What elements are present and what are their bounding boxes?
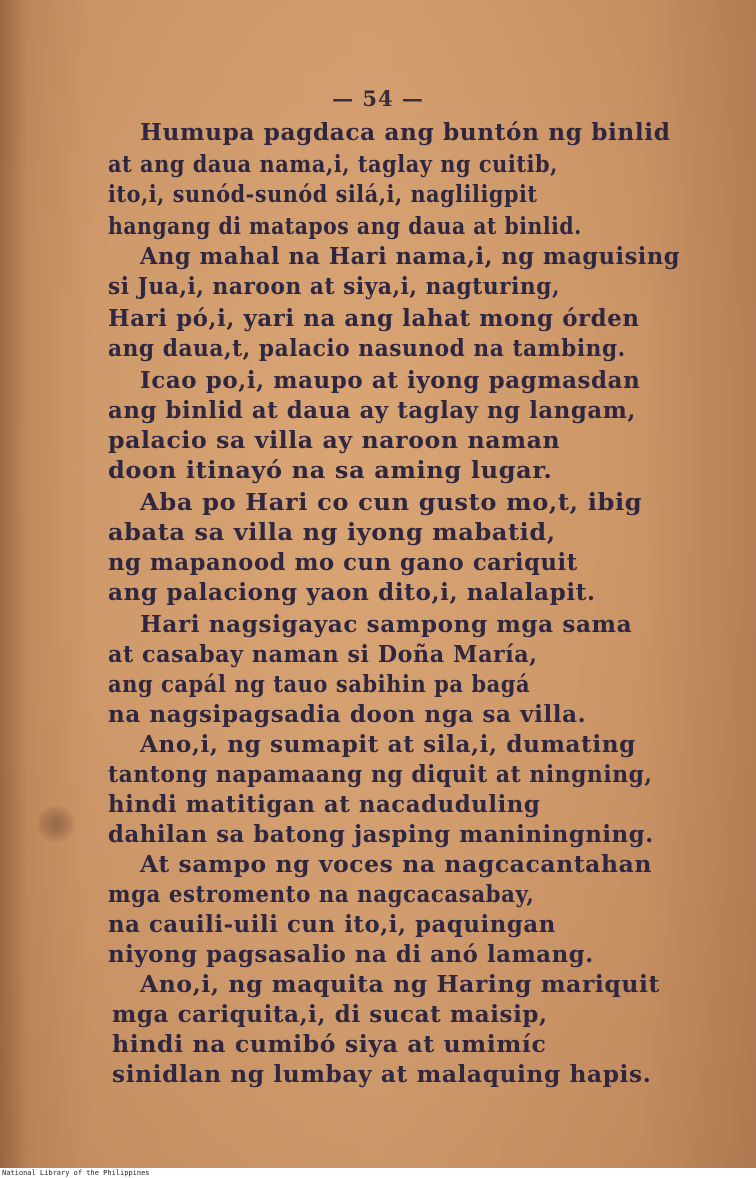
footer-credit: National Library of the Philippines bbox=[2, 1169, 150, 1177]
verse-line: at casabay naman si Doña María, bbox=[108, 641, 538, 668]
verse-line: Icao po,i, maupo at iyong pagmasdan bbox=[140, 367, 641, 394]
verse-line: ang capál ng tauo sabihin pa bagá bbox=[108, 671, 531, 698]
verse-line: Humupa pagdaca ang buntón ng binlid bbox=[140, 119, 671, 146]
verse-line: Hari pó,i, yari na ang lahat mong órden bbox=[108, 305, 640, 332]
verse-line: ng mapanood mo cun gano cariquit bbox=[108, 549, 578, 576]
verse-line: Ang mahal na Hari nama,i, ng maguising bbox=[140, 243, 681, 270]
verse-line: na cauili-uili cun ito,i, paquingan bbox=[108, 911, 556, 938]
verse-line: At sampo ng voces na nagcacantahan bbox=[140, 851, 653, 878]
verse-line: doon itinayó na sa aming lugar. bbox=[108, 457, 553, 484]
verse-line: abata sa villa ng iyong mabatid, bbox=[108, 519, 556, 546]
verse-line: ang binlid at daua ay taglay ng langam, bbox=[108, 397, 636, 424]
verse-line: mga estromento na nagcacasabay, bbox=[108, 881, 535, 908]
verse-line: hangang di matapos ang daua at binlid. bbox=[108, 213, 582, 240]
verse-line: Aba po Hari co cun gusto mo,t, ibig bbox=[140, 489, 643, 516]
verse-line: Hari nagsigayac sampong mga sama bbox=[140, 611, 633, 638]
verse-line: palacio sa villa ay naroon naman bbox=[108, 427, 561, 454]
verse-line: si Jua,i, naroon at siya,i, nagturing, bbox=[108, 273, 561, 300]
verse-line: mga cariquita,i, di sucat maisip, bbox=[112, 1001, 548, 1028]
verse-line: dahilan sa batong jasping maniningning. bbox=[108, 821, 654, 848]
verse-line: at ang daua nama,i, taglay ng cuitib, bbox=[108, 151, 558, 178]
verse-line: ang palaciong yaon dito,i, nalalapit. bbox=[108, 579, 596, 606]
page-stain bbox=[36, 806, 76, 842]
verse-line: ang daua,t, palacio nasunod na tambing. bbox=[108, 335, 626, 362]
page-number: — 54 — bbox=[332, 86, 424, 111]
verse-line: na nagsipagsadia doon nga sa villa. bbox=[108, 701, 587, 728]
verse-line: niyong pagsasalio na di anó lamang. bbox=[108, 941, 594, 968]
verse-line: hindi matitigan at nacaduduling bbox=[108, 791, 541, 818]
verse-line: tantong napamaang ng diquit at ningning, bbox=[108, 761, 653, 788]
verse-line: Ano,i, ng maquita ng Haring mariquit bbox=[140, 971, 660, 998]
verse-line: sinidlan ng lumbay at malaquing hapis. bbox=[112, 1061, 652, 1088]
verse-line: Ano,i, ng sumapit at sila,i, dumating bbox=[140, 731, 636, 758]
verse-line: hindi na cumibó siya at umimíc bbox=[112, 1031, 547, 1058]
page-edge-shadow bbox=[0, 0, 28, 1168]
verse-line: ito,i, sunód-sunód silá,i, nagliligpit bbox=[108, 181, 538, 208]
